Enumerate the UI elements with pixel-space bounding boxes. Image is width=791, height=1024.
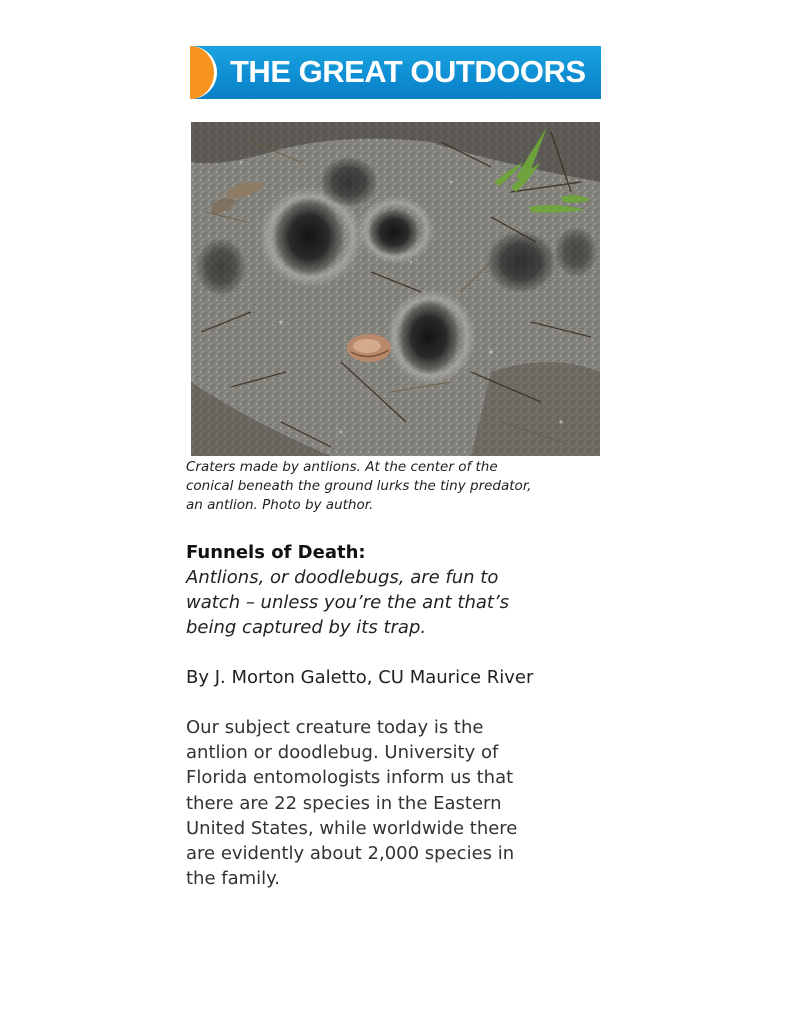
sun-logo-icon xyxy=(190,46,217,99)
body-line: Our subject creature today is the xyxy=(186,717,484,738)
body-line: are evidently about 2,000 species in xyxy=(186,843,515,865)
banner-title: THE GREAT OUTDOORS xyxy=(230,54,586,89)
caption-line: conical beneath the ground lurks the tiny predator, xyxy=(186,478,532,494)
article-byline: By J. Morton Galetto, CU Maurice River xyxy=(186,667,534,688)
subhead-line: Antlions, or doodlebugs, are fun to xyxy=(186,567,499,588)
article-body xyxy=(186,715,586,891)
body-line: Florida entomologists inform us that xyxy=(186,767,514,789)
article-subhead xyxy=(186,565,606,640)
body-line: United States, while worldwide there xyxy=(186,817,518,839)
subhead-line: watch – unless you’re the ant that’s xyxy=(186,592,510,613)
subhead-line: being captured by its trap. xyxy=(186,617,427,638)
photo-caption xyxy=(186,458,606,515)
body-line: antlion or doodlebug. University of xyxy=(186,742,499,764)
body-line: the family. xyxy=(186,868,280,890)
article-heading: Funnels of Death: xyxy=(186,542,366,563)
section-banner xyxy=(190,46,601,99)
antlion-craters-photo xyxy=(191,122,600,456)
caption-line: Craters made by antlions. At the center of the xyxy=(186,459,498,475)
body-line: there are 22 species in the Eastern xyxy=(186,792,502,814)
caption-line: an antlion. Photo by author. xyxy=(186,497,374,513)
